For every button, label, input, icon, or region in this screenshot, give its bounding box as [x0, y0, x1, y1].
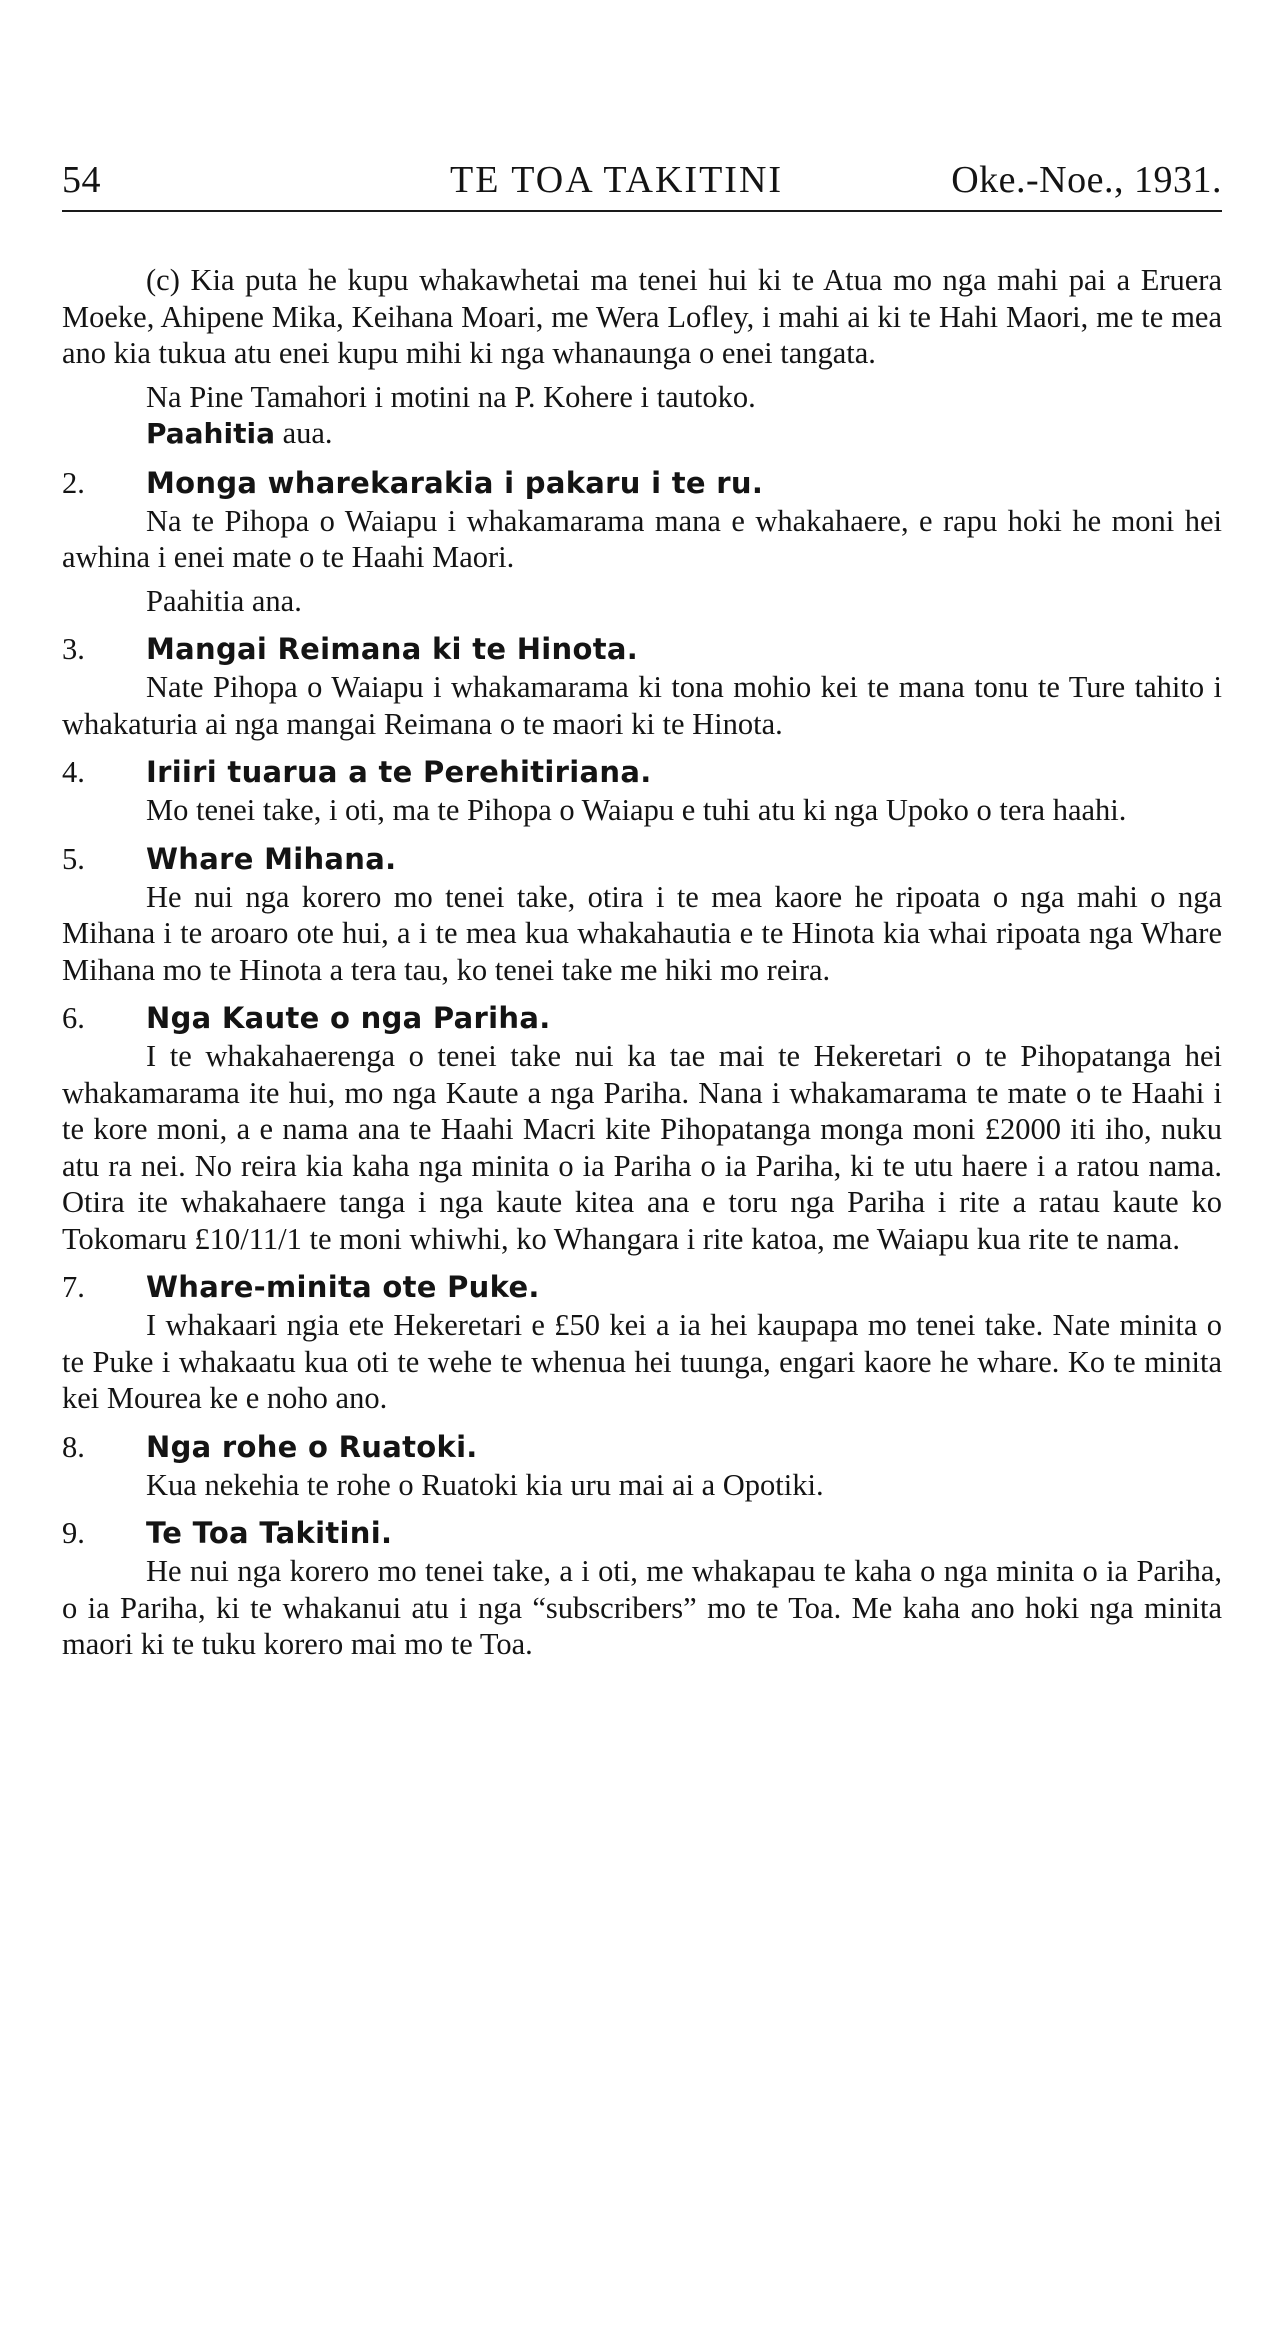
section-number: 5. [62, 841, 85, 876]
section-heading-row [62, 1427, 1222, 1467]
section-paragraph: Nate Pihopa o Waiapu i whakamarama ki tona mohio kei te mana tonu te Ture tahito i whakaturia ai nga mangai Reimana o te maori ki te Hinota. [62, 670, 1222, 741]
publication-title: TE TOA TAKITINI [450, 159, 784, 201]
section-heading-row [62, 752, 1222, 792]
section-body [62, 792, 1222, 829]
intro-result [62, 415, 1222, 453]
section-body [62, 1553, 1222, 1663]
section-heading-row [62, 629, 1222, 669]
section-4 [62, 752, 1222, 829]
section-heading: Whare-minita ote Puke. [146, 1270, 540, 1304]
section-heading-row [62, 1513, 1222, 1553]
section-7 [62, 1267, 1222, 1417]
intro-paragraph: (c) Kia puta he kupu whakawhetai ma tenei hui ki te Atua mo nga mahi pai a Eruera Moeke, Ahipene Mika, Keihana Moari, me Wera Lofley, i mahi ai ki te Hahi Maori, me te mea ano kia tukua atu enei kupu mihi ki nga whanaunga o enei tangata. [62, 263, 1222, 370]
article-body [62, 262, 1222, 1663]
section-number: 3. [62, 632, 85, 666]
section-heading: Nga rohe o Ruatoki. [146, 1429, 478, 1464]
running-header [62, 150, 1222, 212]
section-8 [62, 1427, 1222, 1504]
page-number: 54 [62, 159, 101, 201]
section-body [62, 1307, 1222, 1417]
section-heading-row [62, 1267, 1222, 1307]
section-heading: Iriiri tuarua a te Perehitiriana. [146, 755, 652, 789]
section-paragraph: I whakaari ngia ete Hekeretari e £50 kei a ia hei kaupapa mo tenei take. Nate minita o te Puke i whakaatu kua oti te wehe te whenua hei tuunga, engari kaore he whare. Ko te minita kei Mourea ke e noho ano. [62, 1308, 1222, 1415]
section-heading-row [62, 998, 1222, 1038]
section-heading-row [62, 463, 1222, 503]
section-6 [62, 998, 1222, 1257]
section-heading: Whare Mihana. [146, 841, 397, 876]
section-paragraph: Na te Pihopa o Waiapu i whakamarama mana e whakahaere, e rapu hoki he moni hei awhina i enei mate o te Haahi Maori. [62, 503, 1222, 574]
section-number: 7. [62, 1270, 85, 1304]
section-heading-row [62, 839, 1222, 879]
section-body [62, 879, 1222, 989]
section-heading: Mangai Reimana ki te Hinota. [146, 632, 639, 666]
section-number: 4. [62, 755, 85, 789]
section-body [62, 503, 1222, 620]
section-heading: Monga wharekarakia i pakaru i te ru. [146, 465, 764, 500]
document-page [62, 150, 1222, 1663]
section-number: 8. [62, 1429, 85, 1464]
section-9 [62, 1513, 1222, 1663]
section-number: 6. [62, 1001, 85, 1035]
issue-date: Oke.-Noe., 1931. [951, 159, 1222, 201]
section-heading: Te Toa Takitini. [146, 1516, 393, 1550]
intro-result-bold: Paahitia [146, 417, 275, 450]
section-paragraph: He nui nga korero mo tenei take, otira i te mea kaore he ripoata o nga mahi o nga Mihana i te aroaro ote hui, a i te mea kua whakahautia e te Hinota kia whai ripoata nga Whare Mihana mo te Hinota a tera tau, ko tenei take me hiki mo reira. [62, 879, 1222, 987]
section-body [62, 1467, 1222, 1504]
intro-motion: Na Pine Tamahori i motini na P. Kohere i tautoko. [146, 379, 756, 414]
section-number: 2. [62, 465, 85, 500]
section-paragraph: Mo tenei take, i oti, ma te Pihopa o Waiapu e tuhi atu ki nga Upoko o tera haahi. [146, 793, 1127, 827]
section-paragraph: I te whakahaerenga o tenei take nui ka tae mai te Hekeretari o te Pihopatanga hei whakamarama ite hui, mo nga Kaute a nga Pariha. Nana i whakamarama te mate o te Haahi i te kore moni, a e nama ana te Haahi Macri kite Pihopatanga monga moni £2000 iti iho, nuku atu ra nei. No reira kia kaha nga minita o ia Pariha o ia Pariha, ki te utu haere i a ratou nama. Otira ite whakahaere tanga i nga kaute kitea ana e toru nga Pariha i rite a ratau kaute ko Tokomaru £10/11/1 te moni whiwhi, ko Whangara i rite katoa, me Waiapu kua rite te nama. [62, 1039, 1222, 1256]
section-body [62, 1038, 1222, 1257]
section-heading: Nga Kaute o nga Pariha. [146, 1001, 551, 1035]
section-paragraph: He nui nga korero mo tenei take, a i oti, me whakapau te kaha o nga minita o ia Pariha, o ia Pariha, ki te whakanui atu i nga “subscribers” mo te Toa. Me kaha ano hoki nga minita maori ki te tuku korero mai mo te Toa. [62, 1554, 1222, 1661]
section-number: 9. [62, 1516, 85, 1550]
section-paragraph: Kua nekehia te rohe o Ruatoki kia uru mai ai a Opotiki. [146, 1467, 824, 1502]
intro-block [62, 262, 1222, 453]
section-body [62, 669, 1222, 742]
section-paragraph: Paahitia ana. [146, 583, 302, 618]
section-3 [62, 629, 1222, 742]
intro-result-rest: aua. [274, 416, 333, 450]
section-2 [62, 463, 1222, 620]
section-5 [62, 839, 1222, 989]
